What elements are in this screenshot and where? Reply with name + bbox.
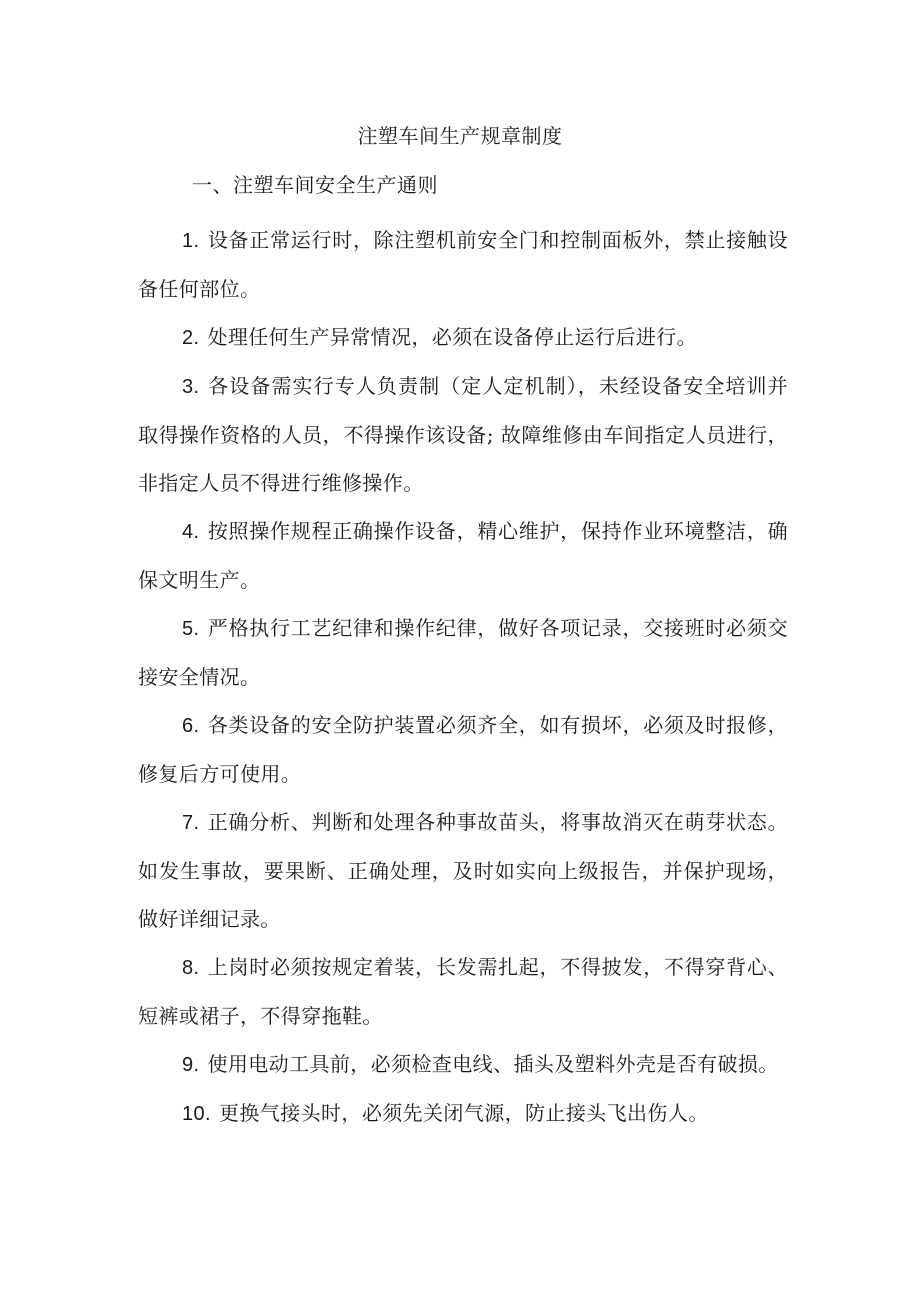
rule-number: 1. <box>182 230 200 252</box>
rule-item <box>138 1040 788 1089</box>
section-heading: 一、注塑车间安全生产通则 <box>192 173 438 197</box>
rule-number: 2. <box>182 327 200 349</box>
rule-text: 严格执行工艺纪律和操作纪律，做好各项记录，交接班时必须交接安全情况。 <box>138 616 788 689</box>
rule-number: 7. <box>182 812 200 834</box>
rule-item <box>138 507 788 604</box>
rule-item <box>138 216 788 313</box>
rule-text: 处理任何生产异常情况，必须在设备停止运行后进行。 <box>207 325 698 349</box>
rule-number: 5. <box>182 618 200 640</box>
rule-item <box>138 701 788 798</box>
rule-item <box>138 798 788 943</box>
rule-text: 各类设备的安全防护装置必须齐全，如有损坏，必须及时报修，修复后方可使用。 <box>138 713 788 786</box>
rule-number: 10. <box>182 1103 212 1125</box>
rule-number: 3. <box>182 376 200 398</box>
rule-text: 正确分析、判断和处理各种事故苗头，将事故消灭在萌芽状态。如发生事故，要果断、正确处理，及时如实向上级报告，并保护现场，做好详细记录。 <box>138 810 788 931</box>
rule-number: 9. <box>182 1054 200 1076</box>
rule-number: 4. <box>182 521 200 543</box>
rule-item <box>138 362 788 507</box>
rule-text: 设备正常运行时，除注塑机前安全门和控制面板外，禁止接触设备任何部位。 <box>138 228 788 301</box>
rules-list <box>138 216 788 1138</box>
rule-text: 按照操作规程正确操作设备，精心维护，保持作业环境整洁，确保文明生产。 <box>138 519 788 592</box>
document-title: 注塑车间生产规章制度 <box>357 124 563 148</box>
rule-number: 8. <box>182 957 200 979</box>
rule-number: 6. <box>182 715 200 737</box>
rule-item <box>138 604 788 701</box>
rule-text: 更换气接头时，必须先关闭气源，防止接头飞出伤人。 <box>219 1101 709 1125</box>
rule-text: 上岗时必须按规定着装，长发需扎起，不得披发，不得穿背心、短裤或裙子，不得穿拖鞋。 <box>138 955 788 1028</box>
rule-item <box>138 943 788 1040</box>
rule-text: 使用电动工具前，必须检查电线、插头及塑料外壳是否有破损。 <box>207 1052 779 1076</box>
rule-item <box>138 313 788 362</box>
rule-text: 各设备需实行专人负责制（定人定机制），未经设备安全培训并取得操作资格的人员，不得操作该设备; 故障维修由车间指定人员进行，非指定人员不得进行维修操作。 <box>138 374 788 495</box>
rule-item <box>138 1089 788 1138</box>
